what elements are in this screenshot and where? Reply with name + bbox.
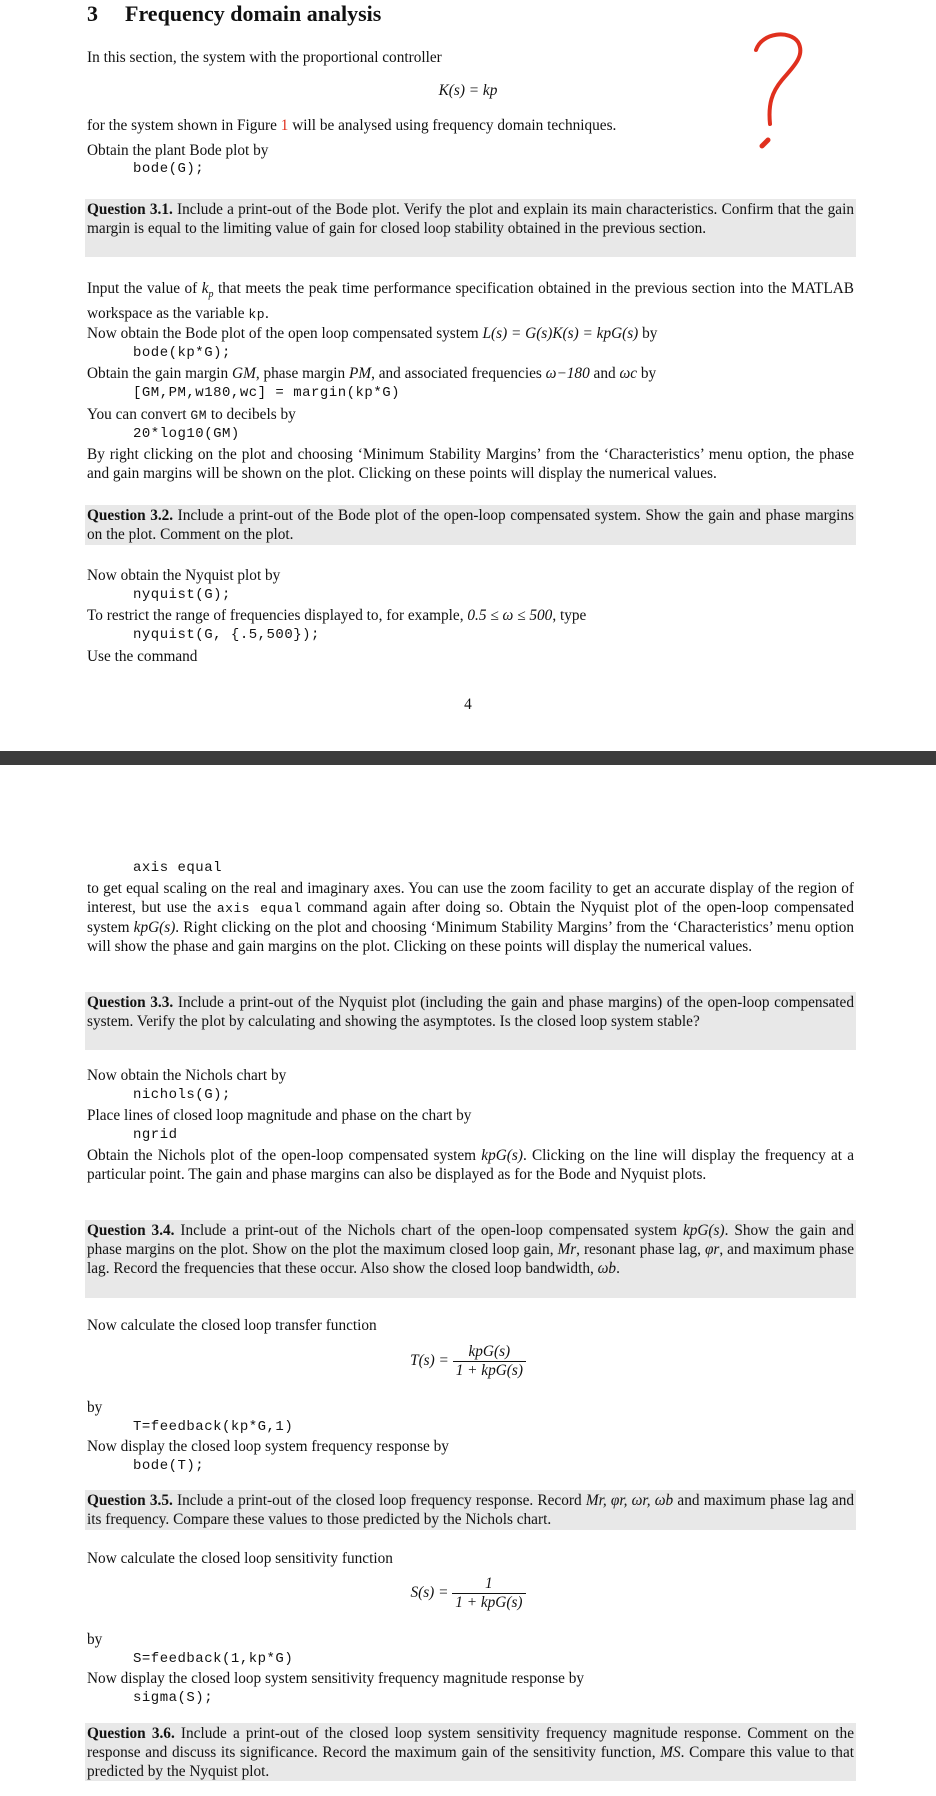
s-numerator: 1 <box>452 1575 525 1594</box>
w180-symbol: ω−180 <box>545 365 590 382</box>
by-text: by <box>87 1631 103 1648</box>
question-3-3 <box>85 992 856 1050</box>
text: Obtain the Nichols plot of the open-loop compensated system <box>87 1147 482 1164</box>
ms-symbol: MS <box>660 1744 681 1761</box>
open-loop-equation: L(s) = G(s)K(s) = kpG(s) <box>482 325 639 342</box>
section-number: 3 <box>87 1 98 26</box>
page-5 <box>0 765 936 1796</box>
question-label: Question 3.1. <box>87 201 173 218</box>
by-text: by <box>87 1399 103 1416</box>
question-mark-annotation <box>748 28 808 158</box>
page-4 <box>0 0 936 751</box>
code-bode-kpg: bode(kp*G); <box>133 345 231 361</box>
question-3-2 <box>85 505 856 545</box>
code-sensitivity: S=feedback(1,kp*G) <box>133 1651 294 1667</box>
place-lines-text: Place lines of closed loop magnitude and phase on the chart by <box>87 1107 472 1124</box>
code-ngrid: ngrid <box>133 1127 178 1143</box>
text: , and maximum phase lag. Record the frequencies that these occur. Also show the closed loop bandwidth, <box>87 1241 854 1277</box>
display-cl-text: Now display the closed loop system frequency response by <box>87 1438 449 1455</box>
code-nyquist: nyquist(G); <box>133 587 231 603</box>
text: by <box>638 325 658 342</box>
controller-equation: K(s) = kp <box>438 82 498 99</box>
text: , type <box>552 607 587 624</box>
s-fraction <box>452 1575 525 1612</box>
closed-loop-intro: Now calculate the closed loop transfer function <box>87 1317 377 1334</box>
question-3-1 <box>85 199 856 257</box>
figure-ref-text: for the system shown in Figure <box>87 117 281 134</box>
text: . Clicking on the line will display the frequency at a particular point. The gain and phase margins can also be displayed as for the Bode and Nyquist plots. <box>87 1147 854 1183</box>
code-bode-t: bode(T); <box>133 1458 205 1474</box>
code-bode-g: bode(G); <box>133 161 205 177</box>
question-label: Question 3.5. <box>87 1492 173 1509</box>
figure-ref-paragraph <box>87 116 854 135</box>
convert-paragraph <box>87 405 854 425</box>
section-heading <box>87 0 381 28</box>
margins-paragraph <box>87 364 854 383</box>
text: by <box>637 365 657 382</box>
kpg-symbol: kpG(s) <box>133 919 176 936</box>
kpg-symbol: kpG(s) <box>682 1222 725 1239</box>
phir-symbol: φr <box>704 1241 720 1258</box>
question-3-5 <box>85 1490 856 1530</box>
text: to decibels by <box>207 406 296 423</box>
input-kp-paragraph <box>87 279 854 324</box>
text: Include a print-out of the Nichols chart of the open-loop compensated system <box>174 1222 683 1239</box>
question-3-4 <box>85 1220 856 1298</box>
text: , and associated frequencies <box>371 365 546 382</box>
page-number: 4 <box>464 696 472 713</box>
s-denominator: 1 + kpG(s) <box>455 1594 523 1611</box>
right-click-paragraph: By right clicking on the plot and choosing ‘Minimum Stability Margins’ from the ‘Characteristics’ menu option, the phase and gain margins will be shown on the plot. Clicking on these points will display the numerical values. <box>87 446 854 482</box>
t-lhs: T(s) = <box>410 1352 449 1370</box>
text: that meets the peak time performance specification obtained in the previous section into the MATLAB workspace as the variable <box>87 280 854 323</box>
record-variables: Mr, φr, ωr, ωb <box>585 1492 674 1509</box>
text: command again after doing so. Obtain the Nyquist plot of the open-loop compensated system <box>87 899 854 936</box>
axis-equal-code: axis equal <box>216 901 302 916</box>
obtain-bode-text: Obtain the plant Bode plot by <box>87 142 269 159</box>
wc-symbol: ωc <box>619 365 638 382</box>
text: . <box>265 305 269 323</box>
nichols-intro: Now obtain the Nichols chart by <box>87 1067 287 1084</box>
t-numerator: kpG(s) <box>453 1343 526 1362</box>
pm-symbol: PM <box>349 365 372 382</box>
closed-loop-equation <box>0 1343 936 1380</box>
nichols-paragraph <box>87 1146 854 1184</box>
intro-text: In this section, the system with the proportional controller <box>87 49 442 66</box>
code-margin: [GM,PM,w180,wc] = margin(kp*G) <box>133 385 401 401</box>
use-command-text: Use the command <box>87 648 198 665</box>
axis-paragraph <box>87 879 854 956</box>
question-text: Include a print-out of the Bode plot. Verify the plot and explain its main characteristics. Confirm that the gain margin is equal to the limiting value of gain for closed loop stability obtained in the previous section. <box>87 201 854 237</box>
text: and <box>589 365 620 382</box>
code-axis-equal: axis equal <box>133 860 223 876</box>
question-label: Question 3.4. <box>87 1222 175 1239</box>
text: . Right clicking on the plot and choosing ‘Minimum Stability Margins’ from the ‘Characteristics’ menu option will show the phase and gain margins on the plot. Clicking on these points will display the numerical values. <box>87 919 854 955</box>
restrict-paragraph <box>87 606 854 625</box>
kp-symbol: $k_p$ <box>201 280 214 301</box>
code-db: 20*log10(GM) <box>133 426 240 442</box>
sensitivity-equation <box>0 1575 936 1612</box>
code-sigma: sigma(S); <box>133 1690 214 1706</box>
text: . Show the gain and phase margins on the plot. Show on the plot the maximum closed loop gain, <box>87 1222 855 1258</box>
text: . <box>616 1260 620 1277</box>
t-fraction <box>453 1343 526 1380</box>
gm-code: GM <box>190 408 207 423</box>
text: Obtain the gain margin <box>87 365 233 382</box>
wb-symbol: ωb <box>597 1260 617 1277</box>
text: Include a print-out of the closed loop frequency response. Record <box>172 1492 586 1509</box>
text: To restrict the range of frequencies displayed to, for example, <box>87 607 468 624</box>
text: Input the value of <box>87 280 202 297</box>
t-denominator: 1 + kpG(s) <box>455 1362 523 1379</box>
s-lhs: S(s) = <box>410 1584 449 1602</box>
code-nyquist-range: nyquist(G, {.5,500}); <box>133 627 320 643</box>
code-nichols: nichols(G); <box>133 1087 231 1103</box>
text: , phase margin <box>255 365 349 382</box>
range-expression: 0.5 ≤ ω ≤ 500 <box>467 607 553 624</box>
sensitivity-intro: Now calculate the closed loop sensitivity function <box>87 1550 393 1567</box>
code-feedback: T=feedback(kp*G,1) <box>133 1419 294 1435</box>
text: . Compare this value to that predicted by the Nyquist plot. <box>87 1744 854 1780</box>
figure-ref-text-end: will be analysed using frequency domain techniques. <box>288 117 617 134</box>
text: , resonant phase lag, <box>576 1241 705 1258</box>
mr-symbol: Mr <box>557 1241 577 1258</box>
nyquist-intro: Now obtain the Nyquist plot by <box>87 567 281 584</box>
question-3-6 <box>85 1723 856 1781</box>
section-title: Frequency domain analysis <box>125 1 382 26</box>
figure-link[interactable]: 1 <box>280 117 289 134</box>
question-label: Question 3.2. <box>87 507 174 524</box>
question-text: Include a print-out of the Nyquist plot (including the gain and phase margins) of the open-loop compensated system. Verify the plot by calculating and showing the asymptotes. Is the closed loop system stable? <box>87 994 854 1030</box>
text: Now obtain the Bode plot of the open loop compensated system <box>87 325 483 342</box>
gm-symbol: GM <box>232 365 256 382</box>
text: to get equal scaling on the real and imaginary axes. You can use the zoom facility to get an accurate display of the region of interest, but use the <box>87 880 854 916</box>
question-text: Include a print-out of the Bode plot of the open-loop compensated system. Show the gain and phase margins on the plot. Comment on the plot. <box>87 507 854 543</box>
text: You can convert <box>87 406 191 423</box>
display-sens-text: Now display the closed loop system sensitivity frequency magnitude response by <box>87 1670 585 1687</box>
question-label: Question 3.3. <box>87 994 174 1011</box>
page-divider <box>0 751 936 765</box>
text: Include a print-out of the closed loop system sensitivity frequency magnitude response. Comment on the response and discuss its significance. Record the maximum gain of the sensitivity function, <box>87 1725 854 1761</box>
question-label: Question 3.6. <box>87 1725 175 1742</box>
kp-variable: kp <box>248 307 266 323</box>
bode-open-loop-paragraph <box>87 324 854 343</box>
text: and maximum phase lag and its frequency. Compare these values to those predicted by the Nichols chart. <box>87 1492 855 1528</box>
kpg-symbol: kpG(s) <box>481 1147 523 1164</box>
